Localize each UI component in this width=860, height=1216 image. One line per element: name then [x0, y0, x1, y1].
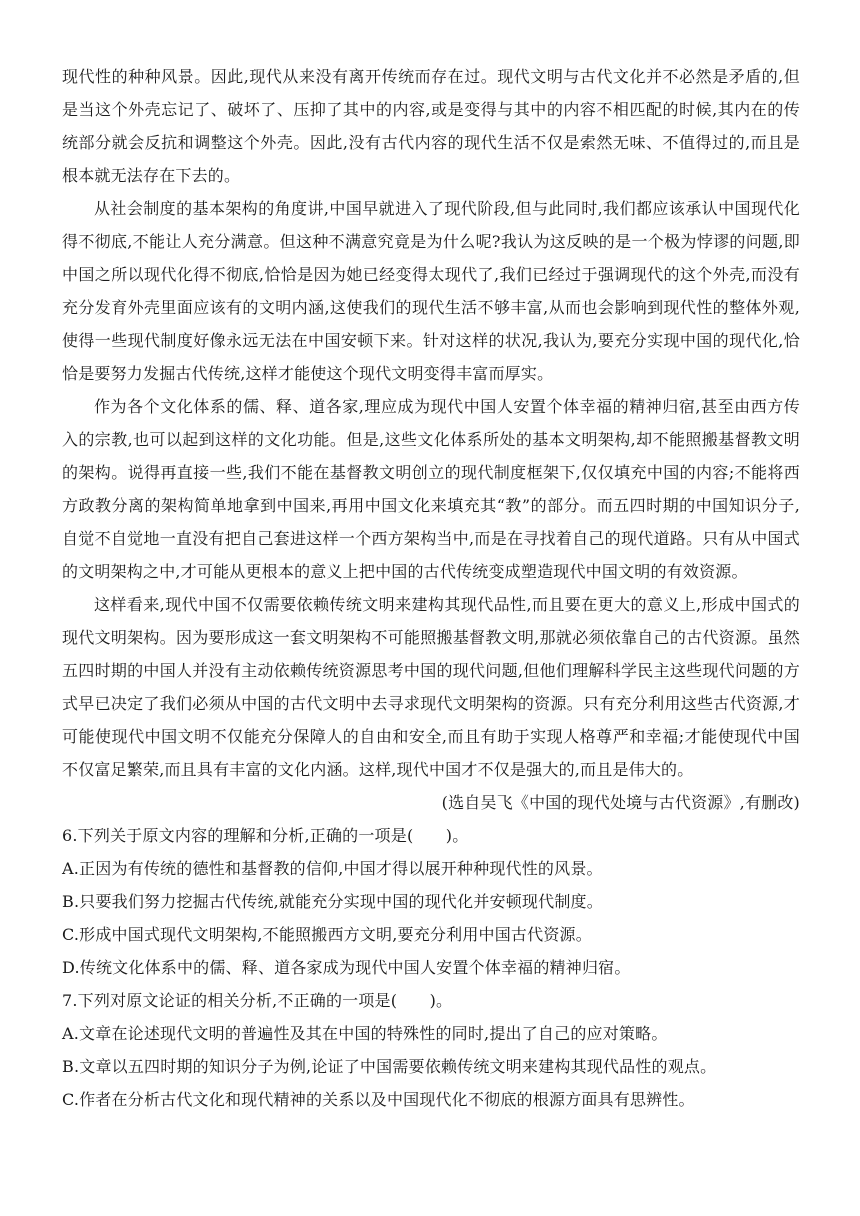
passage-paragraph-3: 作为各个文化体系的儒、释、道各家,理应成为现代中国人安置个体幸福的精神归宿,甚至由西方传入的宗教,也可以起到这样的文化功能。但是,这些文化体系所处的基本文明架构,却不能照搬基督教文明的架构。说得再直接一些,我们不能在基督教文明创立的现代制度框架下,仅仅填充中国的内容;不能将西方政教分离的架构简单地拿到中国来,再用中国文化来填充其“教”的部分。而五四时期的中国知识分子,自觉不自觉地一直没有把自己套进这样一个西方架构当中,而是在寻找着自己的现代道路。只有从中国式的文明架构之中,才可能从更根本的意义上把中国的古代传统变成塑造现代中国文明的有效资源。: [62, 397, 800, 581]
answer-option-c[interactable]: C.作者在分析古代文化和现代精神的关系以及中国现代化不彻底的根源方面具有思辨性。: [62, 1090, 695, 1109]
question-stem: 7.下列对原文论证的相关分析,不正确的一项是( )。: [62, 991, 453, 1010]
question-7: [62, 984, 800, 1116]
answer-option-c[interactable]: C.形成中国式现代文明架构,不能照搬西方文明,要充分利用中国古代资源。: [62, 925, 592, 944]
reading-passage: [62, 60, 800, 819]
question-stem: 6.下列关于原文内容的理解和分析,正确的一项是( )。: [62, 826, 469, 845]
answer-option-a[interactable]: A.文章在论述现代文明的普遍性及其在中国的特殊性的同时,提出了自己的应对策略。: [62, 1024, 668, 1043]
answer-option-d[interactable]: D.传统文化体系中的儒、释、道各家成为现代中国人安置个体幸福的精神归宿。: [62, 958, 631, 977]
answer-option-b[interactable]: B.文章以五四时期的知识分子为例,论证了中国需要依赖传统文明来建构其现代品性的观点。: [62, 1057, 717, 1076]
passage-paragraph-1: 现代性的种种风景。因此,现代从来没有离开传统而存在过。现代文明与古代文化并不必然是矛盾的,但是当这个外壳忘记了、破坏了、压抑了其中的内容,或是变得与其中的内容不相匹配的时候,其内在的传统部分就会反抗和调整这个外壳。因此,没有古代内容的现代生活不仅是索然无味、不值得过的,而且是根本就无法存在下去的。: [62, 67, 800, 185]
answer-option-b[interactable]: B.只要我们努力挖掘古代传统,就能充分实现中国的现代化并安顿现代制度。: [62, 892, 603, 911]
passage-source: (选自吴飞《中国的现代处境与古代资源》,有删改): [441, 793, 800, 812]
answer-option-a[interactable]: A.正因为有传统的德性和基督教的信仰,中国才得以展开种种现代性的风景。: [62, 859, 603, 878]
passage-paragraph-4: 这样看来,现代中国不仅需要依赖传统文明来建构其现代品性,而且要在更大的意义上,形成中国式的现代文明架构。因为要形成这一套文明架构不可能照搬基督教文明,那就必须依靠自己的古代资源。虽然五四时期的中国人并没有主动依赖传统资源思考中国的现代问题,但他们理解科学民主这些现代问题的方式早已决定了我们必须从中国的古代文明中去寻求现代文明架构的资源。只有充分利用这些古代资源,才可能使现代中国文明不仅能充分保障人的自由和安全,而且有助于实现人格尊严和幸福;才能使现代中国不仅富足繁荣,而且具有丰富的文化内涵。这样,现代中国才不仅是强大的,而且是伟大的。: [62, 595, 800, 779]
question-6: [62, 819, 800, 984]
exam-page: [62, 60, 800, 1116]
passage-paragraph-2: 从社会制度的基本架构的角度讲,中国早就进入了现代阶段,但与此同时,我们都应该承认中国现代化得不彻底,不能让人充分满意。但这种不满意究竟是为什么呢?我认为这反映的是一个极为悖谬的问题,即中国之所以现代化得不彻底,恰恰是因为她已经变得太现代了,我们已经过于强调现代的这个外壳,而没有充分发育外壳里面应该有的文明内涵,这使我们的现代生活不够丰富,从而也会影响到现代性的整体外观,使得一些现代制度好像永远无法在中国安顿下来。针对这样的状况,我认为,要充分实现中国的现代化,恰恰是要努力发掘古代传统,这样才能使这个现代文明变得丰富而厚实。: [62, 199, 800, 383]
